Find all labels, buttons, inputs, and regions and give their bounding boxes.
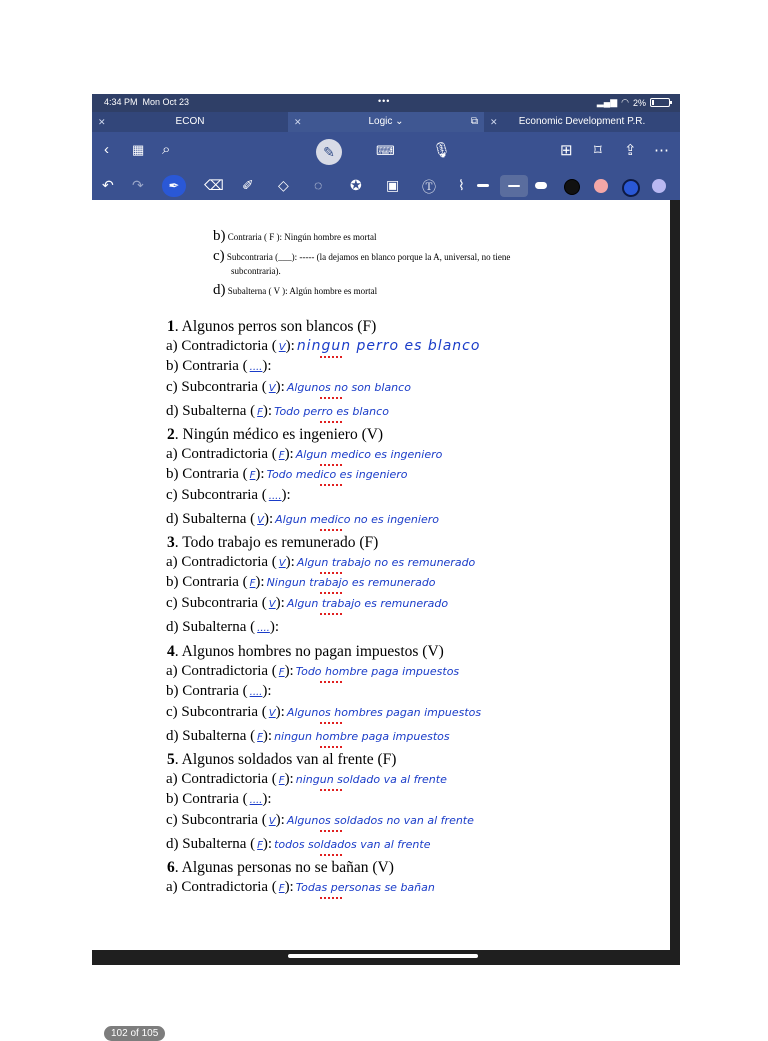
bookmark-icon[interactable]: ⌑	[594, 142, 602, 159]
text-box-icon[interactable]: Ⓣ	[422, 179, 436, 195]
exercise-title: . Ningún médico es ingeniero (V)	[174, 426, 384, 443]
closing-paren: ):	[262, 402, 273, 419]
close-icon[interactable]: ✕	[490, 117, 498, 127]
closing-paren: ):	[269, 618, 280, 635]
handwritten-answer: ningun soldado va al frente	[295, 773, 447, 786]
closing-paren: ):	[281, 486, 291, 503]
relation-label: b) Contraria (	[166, 574, 248, 591]
status-indicators	[597, 97, 670, 108]
handwritten-answer: Algun trabajo es remunerado	[286, 596, 449, 610]
answer-row	[166, 487, 293, 504]
exercise-number: 6	[167, 859, 175, 876]
relation-label: a) Contradictoria (	[166, 554, 277, 570]
spellcheck-underline	[320, 681, 342, 683]
eraser-icon[interactable]: ⌫	[204, 177, 224, 193]
answer-row	[166, 619, 281, 636]
home-indicator[interactable]	[288, 954, 478, 958]
truth-mark: ....	[249, 687, 263, 699]
truth-mark: F	[278, 775, 285, 786]
truth-mark: F	[257, 839, 263, 851]
answer-row	[166, 704, 481, 721]
signal-icon: ▂▄▆	[596, 97, 618, 107]
lasso-icon[interactable]: ◌	[314, 177, 323, 193]
answer-row	[166, 554, 475, 571]
answer-row	[166, 683, 274, 700]
answer-row	[166, 379, 411, 396]
exercise-number: 4	[167, 643, 175, 660]
handwritten-answer: Algun medico es ingeniero	[295, 448, 443, 461]
exercise-heading	[167, 859, 394, 877]
relation-label: c) Subcontraria (	[166, 811, 267, 828]
closing-paren: ):	[262, 835, 273, 852]
wifi-icon: ◠	[621, 97, 629, 107]
back-icon[interactable]: ‹	[104, 141, 109, 158]
relation-label: a) Contradictoria (	[166, 338, 277, 354]
stroke-thick[interactable]	[535, 182, 547, 189]
relation-label: d) Subalterna (	[166, 510, 256, 527]
microphone-icon[interactable]: 🎙︎	[432, 142, 452, 159]
relation-label: b) Contraria (	[166, 358, 248, 375]
answer-row	[166, 836, 430, 853]
handwritten-answer: Algun medico no es ingeniero	[275, 512, 439, 526]
relation-label: d) Subalterna (	[166, 618, 256, 635]
handwritten-answer: Todo medico es ingeniero	[266, 468, 408, 482]
truth-mark: V	[268, 707, 276, 719]
handwritten-answer: Algun trabajo no es remunerado	[296, 556, 476, 569]
answer-row	[166, 511, 439, 528]
answer-row	[166, 574, 436, 591]
spellcheck-underline	[320, 397, 342, 399]
prev-item-d: d) Subalterna ( V ): Algún hombre es mortal	[213, 282, 378, 298]
color-swatch-black[interactable]	[564, 179, 580, 195]
closing-paren: ):	[285, 554, 295, 570]
relation-label: a) Contradictoria (	[166, 663, 277, 679]
tab-logic[interactable]: ✕ Logic ⌄ ⧉	[288, 112, 484, 132]
truth-mark: F	[278, 450, 285, 461]
battery-percent: 2%	[632, 97, 646, 108]
exercise-heading	[167, 534, 378, 552]
prev-item-b: b) Contraria ( F ): Ningún hombre es mortal	[213, 228, 377, 244]
closing-paren: ):	[275, 703, 285, 720]
answer-row	[166, 879, 435, 896]
answer-row	[166, 338, 480, 355]
answer-row	[166, 728, 450, 745]
truth-mark: V	[268, 382, 276, 394]
exercise-number: 3	[167, 534, 175, 551]
closing-paren: ):	[262, 727, 273, 744]
exercise-number: 2	[167, 426, 175, 443]
close-icon[interactable]: ✕	[294, 117, 302, 127]
closing-paren: ):	[262, 683, 272, 700]
closing-paren: ):	[262, 791, 272, 808]
answer-row	[166, 663, 459, 680]
truth-mark: ....	[257, 622, 270, 634]
closing-paren: ):	[284, 663, 294, 679]
closing-paren: ):	[285, 338, 295, 354]
relation-label: a) Contradictoria (	[166, 879, 277, 895]
truth-mark: F	[257, 731, 263, 743]
answer-row	[166, 812, 474, 829]
truth-mark: F	[249, 470, 256, 482]
closing-paren: ):	[284, 446, 294, 462]
handwritten-answer: ningun hombre paga impuestos	[274, 729, 450, 743]
grid-icon[interactable]: ▦	[132, 142, 145, 157]
truth-mark: V	[278, 558, 286, 569]
tab-economic-development[interactable]: ✕ Economic Development P.R.	[484, 112, 680, 132]
exercise-heading	[167, 426, 383, 444]
drawing-toolbar	[92, 172, 680, 200]
relation-label: d) Subalterna (	[166, 727, 256, 744]
truth-mark: F	[249, 578, 256, 590]
truth-mark: V	[268, 815, 276, 827]
exercise-title: . Algunas personas no se bañan (V)	[174, 859, 394, 876]
truth-mark: ....	[249, 795, 263, 807]
closing-paren: ):	[275, 378, 285, 395]
tab-bar	[92, 112, 680, 132]
answer-row	[166, 358, 274, 375]
handwritten-answer: Algunos hombres pagan impuestos	[286, 705, 482, 719]
search-icon[interactable]: ⌕	[162, 141, 171, 158]
exercise-title: . Algunos perros son blancos (F)	[174, 318, 377, 335]
color-swatch-blue-selected[interactable]	[622, 179, 640, 197]
truth-mark: V	[278, 342, 286, 353]
answer-row	[166, 446, 442, 463]
exercise-number: 1	[167, 318, 175, 335]
handwritten-answer: Todo hombre paga impuestos	[295, 665, 460, 678]
answer-row	[166, 771, 447, 788]
redo-icon[interactable]: ↷	[132, 177, 144, 193]
exercise-heading	[167, 751, 396, 769]
stroke-medium-selected[interactable]	[500, 175, 528, 197]
pencil-mode-icon[interactable]: ✎	[316, 139, 342, 165]
relation-label: b) Contraria (	[166, 791, 248, 808]
exercise-title: . Todo trabajo es remunerado (F)	[174, 534, 379, 551]
share-icon[interactable]: ⇪	[624, 142, 637, 159]
spellcheck-underline	[320, 484, 342, 486]
truth-mark: F	[278, 667, 285, 678]
relation-label: d) Subalterna (	[166, 835, 256, 852]
spellcheck-underline	[320, 854, 342, 856]
spellcheck-underline	[320, 897, 342, 899]
spellcheck-underline	[320, 529, 342, 531]
status-bar	[92, 94, 680, 112]
answer-row	[166, 595, 448, 612]
color-swatch-pink[interactable]	[594, 179, 608, 193]
spellcheck-underline	[320, 789, 342, 791]
page-counter[interactable]: 102 of 105	[104, 1026, 165, 1041]
split-view-icon[interactable]: ⧉	[470, 116, 478, 127]
closing-paren: ):	[284, 771, 294, 787]
handwritten-answer: Ningun trabajo es remunerado	[266, 576, 436, 590]
truth-mark: V	[257, 514, 264, 526]
answer-row	[166, 403, 389, 420]
closing-paren: ):	[255, 466, 265, 483]
color-swatch-lavender[interactable]	[652, 179, 666, 193]
truth-mark: F	[278, 883, 285, 894]
prev-item-c-cont: subcontraria).	[231, 266, 281, 276]
spellcheck-underline	[320, 356, 342, 358]
battery-icon	[650, 98, 670, 107]
closing-paren: ):	[263, 510, 274, 527]
more-icon[interactable]: ⋯	[654, 142, 669, 159]
closing-paren: ):	[255, 574, 265, 591]
exercise-heading	[167, 318, 376, 336]
exercise-heading	[167, 643, 444, 661]
handwritten-answer: todos soldados van al frente	[274, 837, 431, 851]
truth-mark: ....	[268, 490, 282, 502]
handwritten-answer: Todas personas se bañan	[295, 881, 435, 894]
relation-label: b) Contraria (	[166, 683, 248, 700]
handwritten-answer: Algunos soldados no van al frente	[286, 813, 474, 827]
laser-pointer-icon[interactable]: ⌇	[458, 177, 465, 193]
answer-row	[166, 466, 408, 483]
exercise-title: . Algunos hombres no pagan impuestos (V)	[174, 643, 444, 660]
shapes-icon[interactable]: ◇	[278, 177, 289, 193]
relation-label: c) Subcontraria (	[166, 594, 267, 611]
highlighter-icon[interactable]: ✐	[242, 177, 254, 193]
relation-label: d) Subalterna (	[166, 402, 256, 419]
spellcheck-underline	[320, 722, 342, 724]
main-toolbar	[92, 132, 680, 172]
multitask-dots[interactable]: •••	[378, 96, 391, 106]
spellcheck-underline	[320, 746, 342, 748]
relation-label: c) Subcontraria (	[166, 486, 267, 503]
truth-mark: ....	[249, 362, 263, 374]
pen-tool-icon[interactable]: ✒	[162, 175, 186, 197]
handwritten-answer: ningun perro es blanco	[296, 338, 481, 354]
image-icon[interactable]: ▣	[386, 177, 400, 193]
spellcheck-underline	[320, 613, 342, 615]
truth-mark: F	[257, 406, 263, 418]
exercise-number: 5	[167, 751, 175, 768]
relation-label: b) Contraria (	[166, 466, 248, 483]
handwritten-answer: Todo perro es blanco	[274, 404, 389, 418]
ipad-screen	[92, 94, 680, 1039]
answer-row	[166, 791, 274, 808]
keyboard-icon[interactable]: ⌨	[376, 143, 395, 158]
document-page[interactable]	[92, 200, 670, 1039]
spellcheck-underline	[320, 421, 342, 423]
undo-icon[interactable]: ↶	[102, 177, 114, 193]
relation-label: c) Subcontraria (	[166, 703, 267, 720]
sticker-icon[interactable]: ✪	[350, 177, 362, 193]
add-page-icon[interactable]: ⊞	[560, 142, 573, 159]
status-time: 4:34 PM Mon Oct 23	[104, 97, 190, 107]
tab-econ[interactable]: ✕ ECON	[92, 112, 288, 132]
truth-mark: V	[268, 598, 276, 610]
relation-label: a) Contradictoria (	[166, 771, 277, 787]
spellcheck-underline	[320, 830, 342, 832]
closing-paren: ):	[275, 811, 285, 828]
close-icon[interactable]: ✕	[98, 117, 106, 127]
closing-paren: ):	[284, 879, 294, 895]
relation-label: c) Subcontraria (	[166, 378, 267, 395]
closing-paren: ):	[262, 358, 272, 375]
closing-paren: ):	[275, 594, 285, 611]
exercise-title: . Algunos soldados van al frente (F)	[174, 751, 397, 768]
stroke-thin[interactable]	[477, 184, 489, 187]
handwritten-answer: Algunos no son blanco	[286, 380, 411, 394]
relation-label: a) Contradictoria (	[166, 446, 277, 462]
prev-item-c: c) Subcontraria (___): ----- (la dejamos en blanco porque la A, universal, no tiene	[213, 248, 511, 264]
